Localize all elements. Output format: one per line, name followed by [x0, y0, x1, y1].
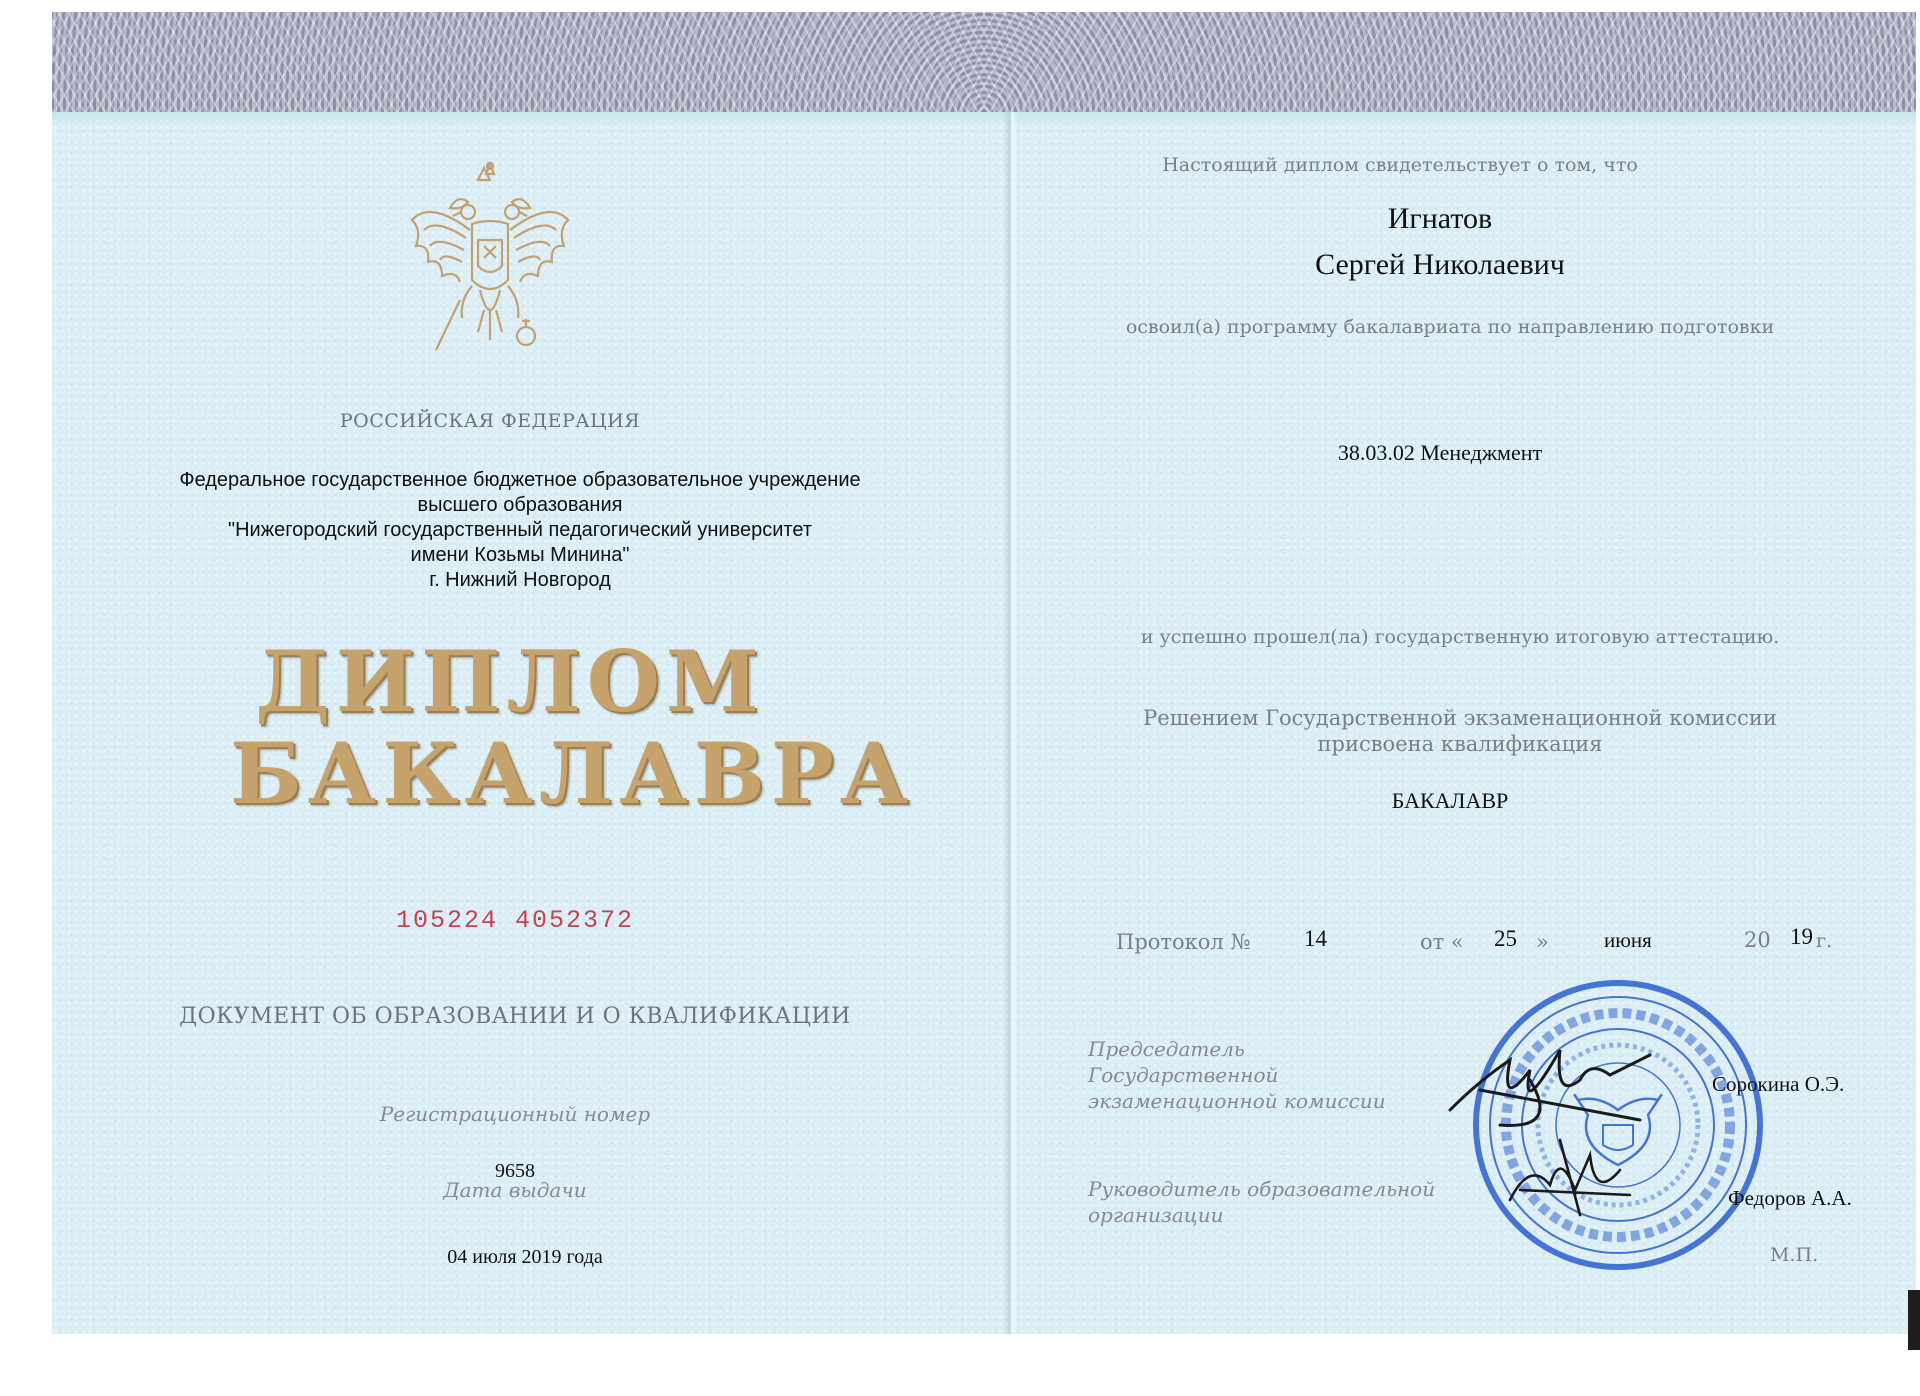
close-quote: » — [1536, 930, 1549, 954]
chair-label — [1088, 1036, 1386, 1114]
protocol-label: Протокол № — [1116, 930, 1251, 954]
year-prefix: 20 — [1744, 928, 1771, 952]
chair-name: Сорокина О.Э. — [1712, 1072, 1845, 1096]
qualification: БАКАЛАВР — [1391, 788, 1509, 813]
head-label — [1088, 1176, 1435, 1228]
institution-line: "Нижегородский государственный педагогический университет — [228, 519, 812, 541]
scan-edge — [1908, 1290, 1920, 1350]
protocol-number: 14 — [1304, 926, 1327, 951]
coat-of-arms-icon — [400, 160, 580, 380]
head-name: Федоров А.А. — [1728, 1186, 1852, 1210]
institution-line: г. Нижний Новгород — [429, 569, 611, 591]
program-name: 38.03.02 Менеджмент — [1337, 440, 1543, 465]
graduate-surname: Игнатов — [1387, 202, 1493, 235]
diploma-title-line2: БАКАЛАВРА — [230, 724, 915, 823]
protocol-day: 25 — [1494, 926, 1517, 951]
diploma-title-line1: ДИПЛОМ — [255, 632, 765, 731]
document-type: ДОКУМЕНТ ОБ ОБРАЗОВАНИИ И О КВАЛИФИКАЦИИ — [179, 1004, 851, 1029]
protocol-month: июня — [1604, 928, 1652, 952]
year-suffix: 19 — [1790, 924, 1813, 949]
registration-label: Регистрационный номер — [379, 1102, 651, 1126]
institution-name — [120, 468, 920, 593]
year-mark: г. — [1816, 930, 1832, 952]
issue-date: 04 июля 2019 года — [447, 1246, 603, 1268]
chair-label-line: экзаменационной комиссии — [1088, 1089, 1386, 1113]
institution-line: Федеральное государственное бюджетное образовательное учреждение — [179, 469, 861, 491]
country-name: РОССИЙСКАЯ ФЕДЕРАЦИЯ — [339, 410, 641, 432]
attestation-text: и успешно прошел(ла) государственную итоговую аттестацию. — [1140, 626, 1780, 648]
chair-label-line: Государственной — [1088, 1063, 1279, 1087]
institution-line: имени Козьмы Минина" — [410, 544, 630, 566]
guilloche-border — [52, 12, 1916, 112]
serial-number: 105224 4052372 — [395, 906, 635, 935]
decision-line1: Решением Государственной экзаменационной комиссии — [1143, 706, 1777, 730]
issue-date-label: Дата выдачи — [443, 1178, 587, 1202]
chair-label-line: Председатель — [1088, 1037, 1245, 1061]
head-signature-icon — [1500, 1130, 1640, 1220]
intro-text: Настоящий диплом свидетельствует о том, что — [1162, 154, 1638, 176]
chair-signature-icon — [1440, 1020, 1660, 1140]
institution-line: высшего образования — [417, 494, 623, 516]
from-label: от « — [1420, 930, 1464, 954]
head-label-line: Руководитель образовательной — [1088, 1177, 1436, 1201]
decision-line2: присвоена квалификация — [1317, 732, 1603, 756]
head-label-line: организации — [1088, 1203, 1224, 1227]
center-fold — [1004, 112, 1018, 1334]
seal-place-label: М.П. — [1770, 1244, 1819, 1266]
graduate-name: Сергей Николаевич — [1315, 248, 1565, 281]
program-text: освоил(а) программу бакалавриата по направлению подготовки — [1125, 316, 1775, 338]
registration-number: 9658 — [495, 1160, 535, 1182]
